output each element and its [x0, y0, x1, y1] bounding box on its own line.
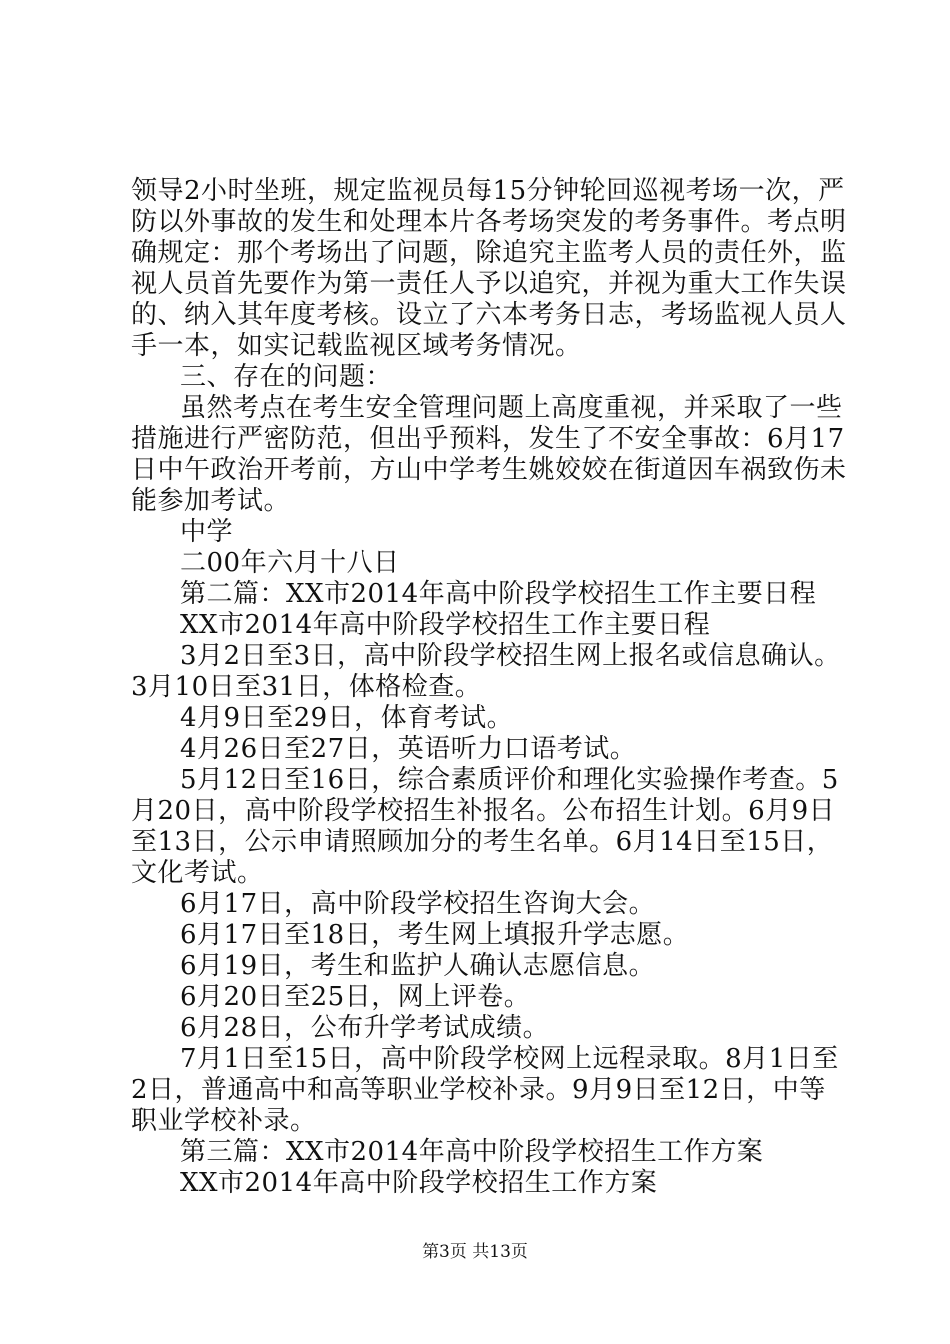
paragraph-line: 4月26日至27日，英语听力口语考试。	[180, 734, 637, 764]
paragraph-line: 视人员首先要作为第一责任人予以追究，并视为重大工作失误	[131, 269, 847, 299]
paragraph-line: 6月19日，考生和监护人确认志愿信息。	[180, 951, 656, 981]
paragraph-line: 防以外事故的发生和处理本片各考场突发的考务事件。考点明	[131, 207, 847, 237]
paragraph-line: 7月1日至15日，高中阶段学校网上远程录取。8月1日至	[180, 1044, 839, 1074]
paragraph-line: 日中午政治开考前，方山中学考生姚姣姣在街道因车祸致伤未	[131, 455, 847, 485]
page-footer: 第3页 共13页	[422, 1242, 528, 1262]
paragraph-line: 6月17日至18日，考生网上填报升学志愿。	[180, 920, 690, 950]
paragraph-line: 手一本，如实记载监视区域考务情况。	[131, 331, 582, 361]
paragraph-line: 6月20日至25日，网上评卷。	[180, 982, 531, 1012]
paragraph-line: 4月9日至29日，体育考试。	[180, 703, 514, 733]
section-heading: XX市2014年高中阶段学校招生工作方案	[180, 1168, 658, 1198]
paragraph-line: 措施进行严密防范，但出乎预料，发生了不安全事故：6月17	[131, 424, 845, 454]
paragraph-line: 能参加考试。	[131, 486, 291, 516]
paragraph-line: 6月28日，公布升学考试成绩。	[180, 1013, 550, 1043]
paragraph-line: 确规定：那个考场出了问题，除追究主监考人员的责任外，监	[131, 238, 847, 268]
signature-org: 中学	[180, 517, 234, 547]
paragraph-line: 5月12日至16日，综合素质评价和理化实验操作考查。5	[180, 765, 839, 795]
paragraph-line: 至13日，公示申请照顾加分的考生名单。6月14日至15日，	[131, 827, 834, 857]
paragraph-line: 月20日，高中阶段学校招生补报名。公布招生计划。6月9日	[131, 796, 836, 826]
paragraph-line: 虽然考点在考生安全管理问题上高度重视，并采取了一些	[180, 393, 843, 423]
paragraph-line: 文化考试。	[131, 858, 264, 888]
signature-date: 二00年六月十八日	[180, 548, 400, 578]
paragraph-line: 6月17日，高中阶段学校招生咨询大会。	[180, 889, 656, 919]
paragraph-line: 2日，普通高中和高等职业学校补录。9月9日至12日，中等	[131, 1075, 826, 1105]
paragraph-line: 职业学校补录。	[131, 1106, 317, 1136]
paragraph-line: 3月2日至3日，高中阶段学校招生网上报名或信息确认。	[180, 641, 841, 671]
paragraph-line: 3月10日至31日，体格检查。	[131, 672, 482, 702]
paragraph-line: 领导2小时坐班，规定监视员每15分钟轮回巡视考场一次，严	[131, 176, 845, 206]
section-heading: 三、存在的问题：	[180, 362, 393, 392]
section-heading: 第三篇：XX市2014年高中阶段学校招生工作方案	[180, 1137, 764, 1167]
document-title: XX市2014年高中阶段学校招生工作主要日程	[180, 610, 711, 640]
section-heading: 第二篇：XX市2014年高中阶段学校招生工作主要日程	[180, 579, 817, 609]
paragraph-line: 的、纳入其年度考核。设立了六本考务日志，考场监视人员人	[131, 300, 847, 330]
